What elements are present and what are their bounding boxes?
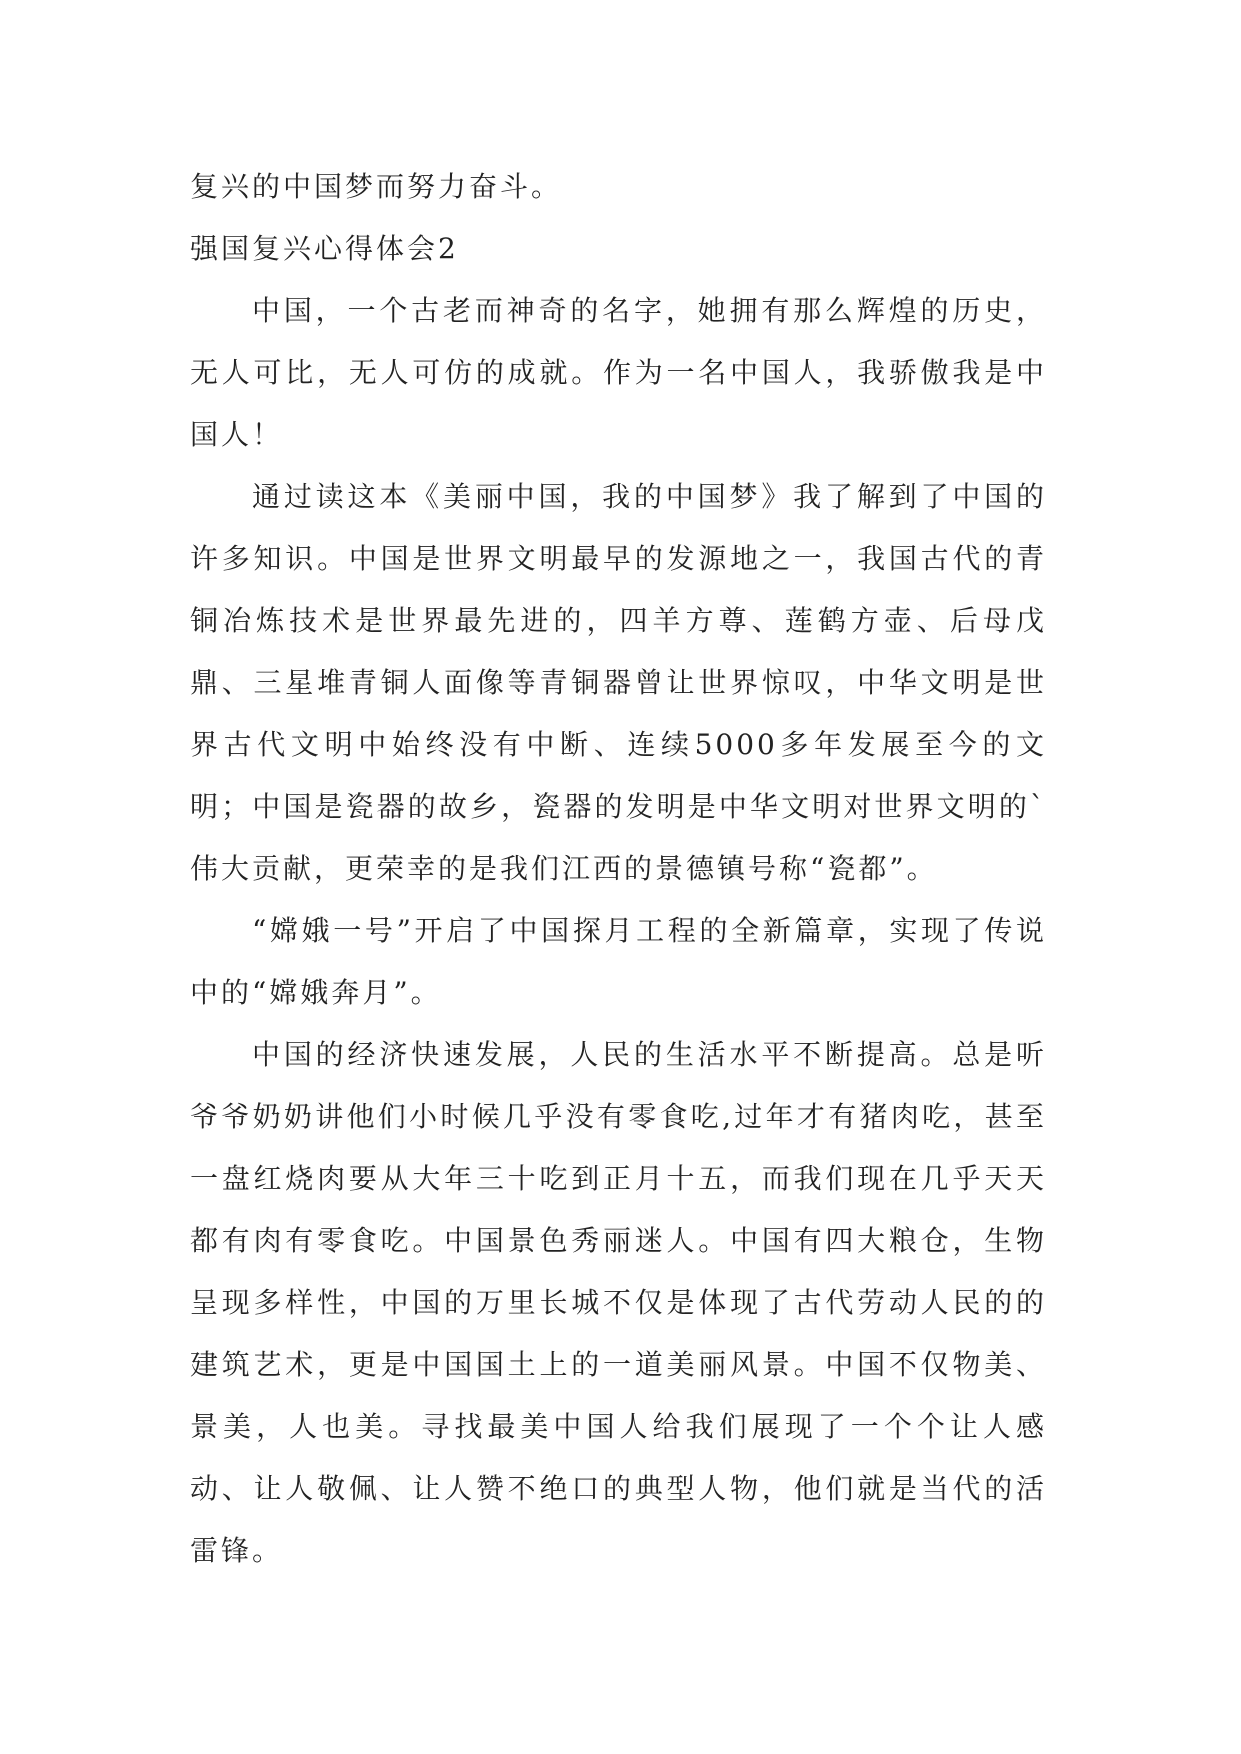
document-body xyxy=(190,156,1047,1582)
paragraph-chang-e: “嫦娥一号”开启了中国探月工程的全新篇章，实现了传说中的“嫦娥奔月”。 xyxy=(190,914,1047,1009)
section-heading: 强国复兴心得体会2 xyxy=(190,232,459,265)
paragraph-continuation: 复兴的中国梦而努力奋斗。 xyxy=(190,170,563,203)
paragraph-intro: 中国，一个古老而神奇的名字，她拥有那么辉煌的历史，无人可比，无人可仿的成就。作为一名中国人，我骄傲我是中国人！ xyxy=(190,294,1047,451)
paragraph-civilization: 通过读这本《美丽中国，我的中国梦》我了解到了中国的许多知识。中国是世界文明最早的发源地之一，我国古代的青铜冶炼技术是世界最先进的，四羊方尊、莲鹤方壶、后母戊鼎、三星堆青铜人面像等青铜器曾让世界惊叹，中华文明是世界古代文明中始终没有中断、连续5000多年发展至今的文明；中国是瓷器的故乡，瓷器的发明是中华文明对世界文明的`伟大贡献，更荣幸的是我们江西的景德镇号称“瓷都”。 xyxy=(190,480,1047,885)
paragraph-economy: 中国的经济快速发展，人民的生活水平不断提高。总是听爷爷奶奶讲他们小时候几乎没有零食吃,过年才有猪肉吃，甚至一盘红烧肉要从大年三十吃到正月十五，而我们现在几乎天天都有肉有零食吃。中国景色秀丽迷人。中国有四大粮仓，生物呈现多样性，中国的万里长城不仅是体现了古代劳动人民的的建筑艺术，更是中国国土上的一道美丽风景。中国不仅物美、景美，人也美。寻找最美中国人给我们展现了一个个让人感动、让人敬佩、让人赞不绝口的典型人物，他们就是当代的活雷锋。 xyxy=(190,1038,1047,1567)
